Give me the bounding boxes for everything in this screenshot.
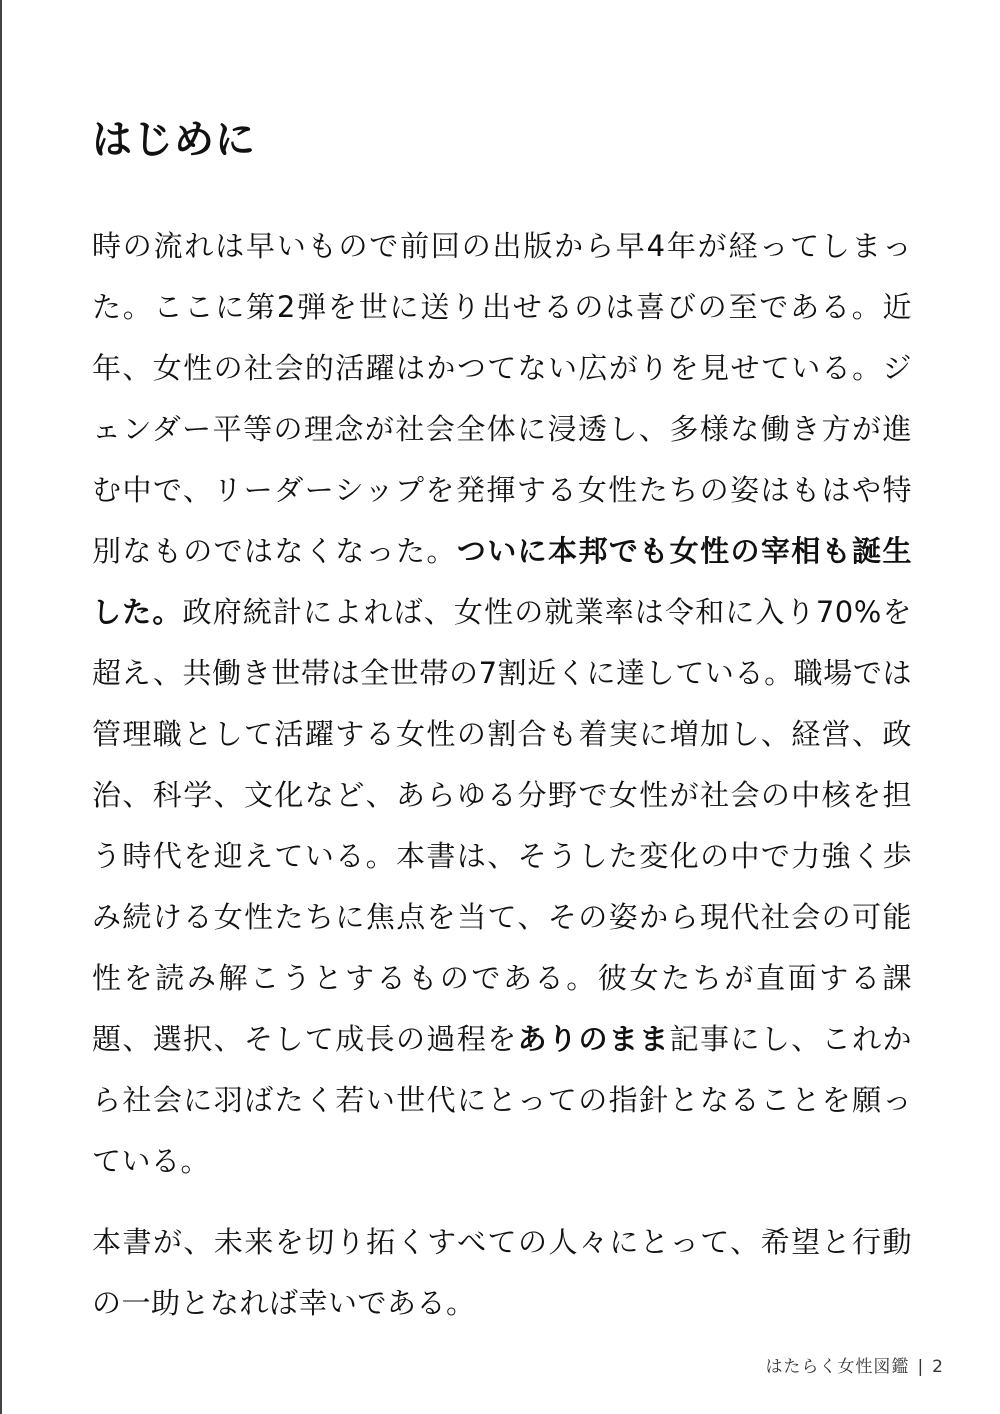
page-footer <box>765 1352 944 1377</box>
page-number: 2 <box>932 1357 944 1377</box>
page-left-border <box>0 0 2 1414</box>
paragraph-text: 記事にし、これから社会に羽ばたく若い世代にとっての指針となることを願っている。 <box>92 1022 912 1178</box>
footer-separator: | <box>917 1357 925 1377</box>
paragraph-text: 政府統計によれば、女性の就業率は令和に入り70%を超え、共働き世帯は全世帯の7割近くに達している。職場では管理職として活躍する女性の割合も着実に増加し、経営、政治、科学、文化など、あらゆる分野で女性が社会の中核を担う時代を迎えている。本書は、そうした変化の中で力強く歩み続ける女性たちに焦点を当て、その姿から現代社会の可能性を読み解こうとするものである。彼女たちが直面する課題、選択、そして成長の過程を <box>92 595 912 1056</box>
bold-emphasis-text: ありのまま <box>517 1022 670 1056</box>
page-content <box>92 110 912 1354</box>
paragraph-text: 時の流れは早いもので前回の出版から早4年が経ってしまった。ここに第2弾を世に送り出せるのは喜びの至である。近年、女性の社会的活躍はかつてない広がりを見せている。ジェンダー平等の理念が社会全体に浸透し、多様な働き方が進む中で、リーダーシップを発揮する女性たちの姿はもはや特別なものではなくなった。 <box>92 229 912 568</box>
page-title: はじめに <box>92 117 256 163</box>
bold-emphasis-text: ついに本邦でも女性の宰相も誕生した。 <box>92 534 912 629</box>
footer-book-title: はたらく女性図鑑 <box>765 1357 910 1377</box>
intro-paragraph-1 <box>92 216 912 1192</box>
intro-paragraph-2: 本書が、未来を切り拓くすべての人々にとって、希望と行動の一助となれば幸いである。 <box>92 1225 912 1320</box>
